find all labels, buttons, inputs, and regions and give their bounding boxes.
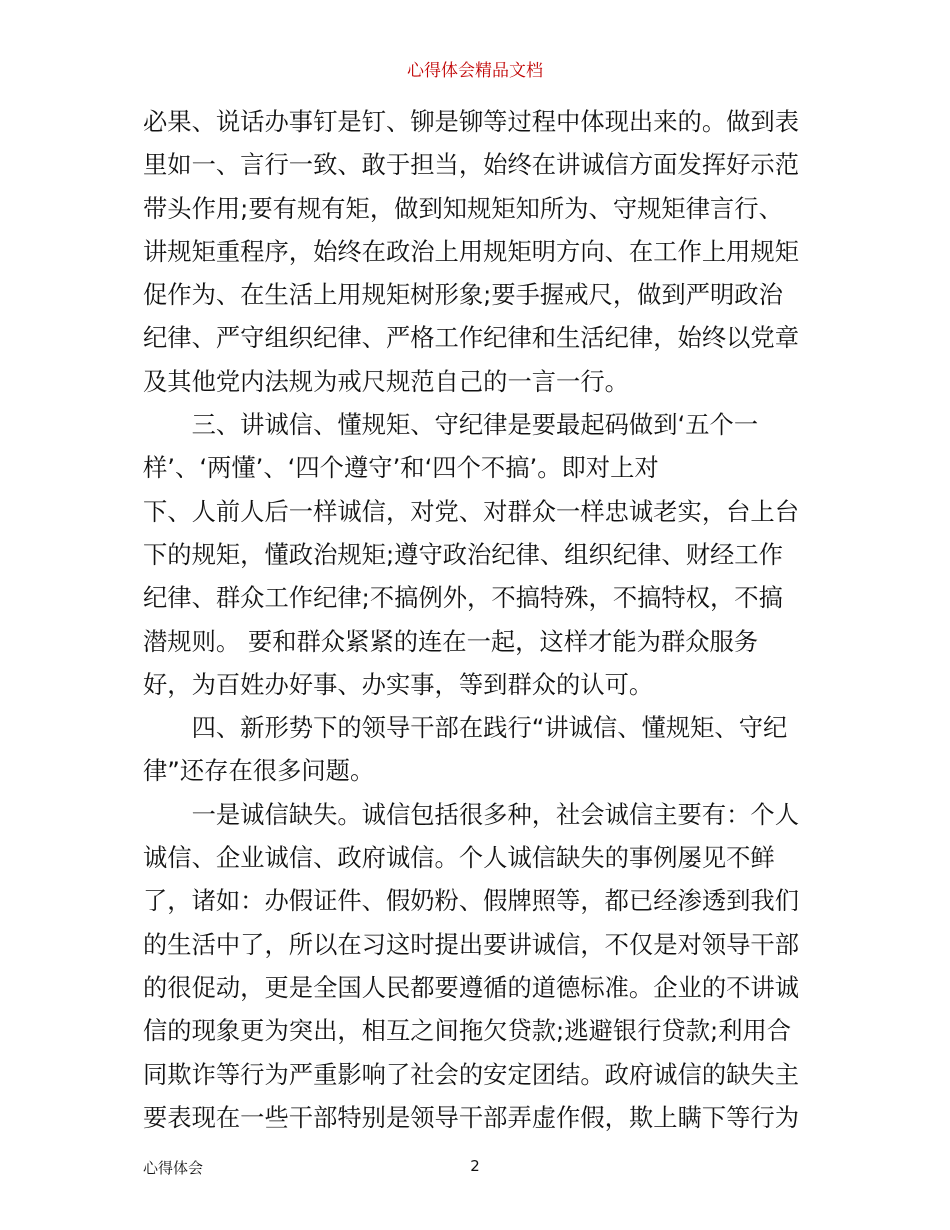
text-line: 同欺诈等行为严重影响了社会的安定团结。政府诚信的缺失主 (143, 1059, 800, 1089)
text-line: 促作为、在生活上用规矩树形象;要手握戒尺，做到严明政治 (143, 280, 783, 310)
text-line: 四、新形势下的领导干部在践行“讲诚信、懂规矩、守纪 (143, 713, 788, 743)
text-line: 里如一、言行一致、敢于担当，始终在讲诚信方面发挥好示范 (143, 150, 800, 180)
text-line: 的生活中了，所以在习这时提出要讲诚信，不仅是对领导干部 (143, 929, 800, 959)
text-line: 纪律、群众工作纪律;不搞例外，不搞特殊，不搞特权，不搞 (143, 583, 783, 613)
text-line: 好，为百姓办好事、办实事，等到群众的认可。 (143, 669, 654, 699)
text-line: 样’、‘两懂’、‘四个遵守’和‘四个不搞’。即对上对 (143, 453, 659, 483)
text-line: 信的现象更为突出，相互之间拖欠贷款;逃避银行贷款;利用合 (143, 1016, 792, 1046)
text-line: 带头作用;要有规有矩，做到知规矩知所为、守规矩律言行、 (143, 193, 783, 223)
body-text (143, 100, 813, 1139)
text-line: 一是诚信缺失。诚信包括很多种，社会诚信主要有：个人 (143, 799, 800, 829)
text-line: 纪律、严守组织纪律、严格工作纪律和生活纪律，始终以党章 (143, 323, 800, 353)
header-title: 心得体会精品文档 (407, 61, 543, 81)
text-line: 必果、说话办事钉是钉、铆是铆等过程中体现出来的。做到表 (143, 107, 800, 136)
text-line: 律”还存在很多问题。 (143, 756, 375, 786)
text-line: 讲规矩重程序，始终在政治上用规矩明方向、在工作上用规矩 (143, 236, 800, 266)
text-line: 下的规矩，懂政治规矩;遵守政治纪律、组织纪律、财经工作 (143, 539, 783, 569)
text-line: 的很促动，更是全国人民都要遵循的道德标准。企业的不讲诚 (143, 972, 800, 1002)
text-line: 三、讲诚信、懂规矩、守纪律是要最起码做到‘五个一 (143, 410, 759, 440)
text-line: 要表现在一些干部特别是领导干部弄虚作假，欺上瞒下等行为 (143, 1102, 800, 1132)
text-line: 下、人前人后一样诚信，对党、对群众一样忠诚老实，台上台 (143, 496, 800, 526)
text-line: 了，诸如：办假证件、假奶粉、假牌照等，都已经渗透到我们 (143, 886, 800, 916)
page-number: 2 (470, 1157, 480, 1175)
text-line: 及其他党内法规为戒尺规范自己的一言一行。 (143, 366, 629, 396)
footer-label: 心得体会 (143, 1159, 204, 1177)
text-line: 诚信、企业诚信、政府诚信。个人诚信缺失的事例屡见不鲜 (143, 843, 775, 873)
text-line: 潜规则。 要和群众紧紧的连在一起，这样才能为群众服务 (143, 626, 759, 656)
